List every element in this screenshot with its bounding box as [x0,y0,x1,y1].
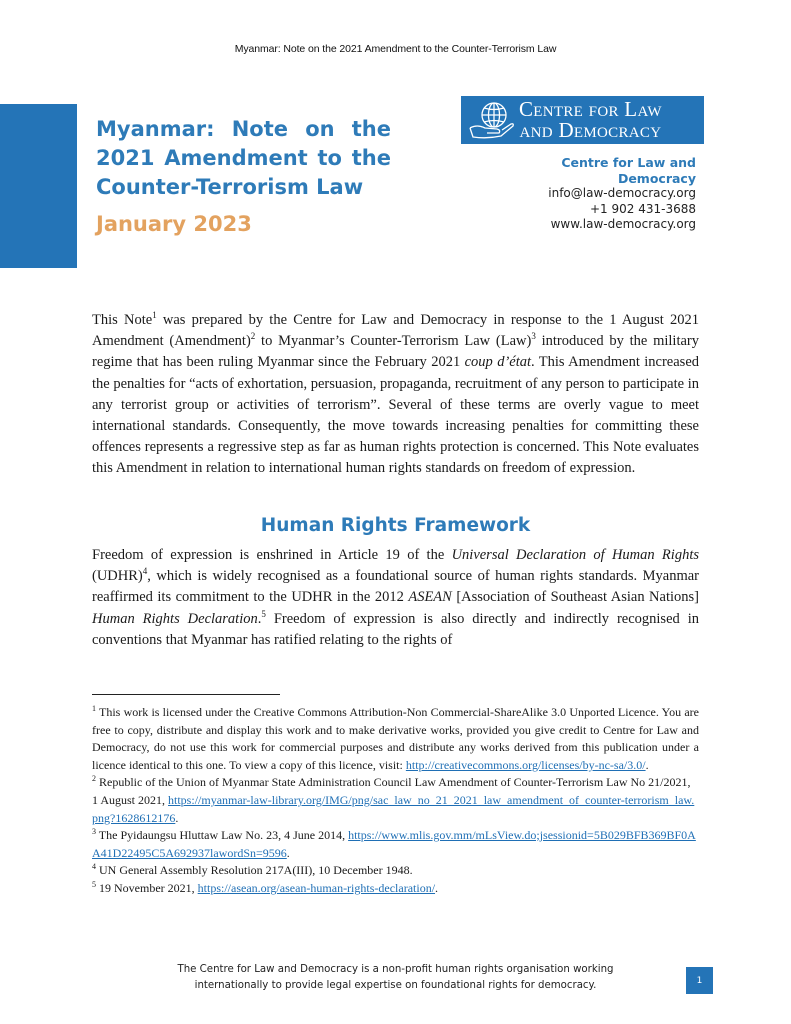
footnote-punct: . [645,757,649,772]
footnote-5 [92,880,699,898]
title-line-3: Counter-Terrorism Law [96,175,364,199]
intro-text: This Note [92,312,153,328]
footnote-text: The Pyidaungsu Hluttaw Law No. 23, 4 June 2014, [96,828,349,843]
contact-website[interactable]: www.law-democracy.org [550,217,696,231]
footnote-link[interactable]: http://creativecommons.org/licenses/by-nc-sa/3.0/ [405,757,646,772]
footnote-3 [92,827,699,862]
framework-italic: Human Rights Declaration [92,610,258,627]
footnote-punct: . [435,880,439,895]
footnote-text: 19 November 2021, [96,880,198,895]
framework-text: . [257,610,262,627]
title-line-1: Myanmar: Note on the [96,117,391,141]
contact-email[interactable]: info@law-democracy.org [548,186,696,200]
framework-text: , which is widely recognised as a foundational source of human rights standards. Myanmar reaffirmed its commitment to the UDHR in the 2012 [92,568,699,606]
footnote-text: Republic of the Union of Myanmar State Administration Council Law Amendment of Counter-Terrorism Law No 21/2021, 1 August 2021, [92,775,691,807]
footnote-ref-4[interactable]: 4 [142,566,148,577]
running-header: Myanmar: Note on the 2021 Amendment to the Counter-Terrorism Law [234,43,557,55]
footnote-ref-3[interactable]: 3 [531,331,536,342]
logo-text [519,99,662,141]
footnote-text: This work is licensed under the Creative Commons Attribution-Non Commercial-ShareAlike 3.0 Unported Licence. You are free to copy, distribute and display this work and to make derivative works, provided you give credit to Centre for Law and Democracy, do not use this work for commercial purposes and distribute any works derived from this publication under a licence identical to this one. To view a copy of this licence, visit: [92,705,699,772]
framework-text: (UDHR) [92,568,143,585]
intro-text: to Myanmar’s Counter-Terrorism Law (Law) [255,333,532,350]
framework-italic: ASEAN [408,589,452,606]
intro-text: . This Amendment increased the penalties for “acts of exhortation, persuasion, propaganda, recruitment of any person to participate in any terrorist group or activities of terrorism”. Several of these terms are overly vague to meet international standards. Consequently, the move towards increasing penalties for committing these offences represents a regressive step as far as human rights protection is concerned. This Note evaluates this Amendment in relation to international human rights standards on freedom of expression. [92,354,700,477]
footnote-number: 4 [92,862,96,872]
footnote-number: 2 [92,774,96,784]
contact-phone: +1 902 431-3688 [590,201,696,216]
footnote-separator [92,694,280,695]
footer-line-1: The Centre for Law and Democracy is a non-profit human rights organisation working [177,964,614,975]
document-title [96,115,391,202]
footnote-ref-2[interactable]: 2 [250,331,256,342]
globe-in-hand-icon [467,98,517,142]
framework-text: [Association of Southeast Asian Nations] [451,589,699,606]
footnote-link[interactable]: https://asean.org/asean-human-rights-declaration/ [197,880,436,895]
footnote-number: 5 [92,879,96,889]
footer-line-2: internationally to provide legal expertise on foundational rights for democracy. [194,980,597,991]
footnote-link[interactable]: https://www.mlis.gov.mm/mLsView.do;jsessionid=5B029BFB369BF0AA41D22495C5A692937lawordSn=9596 [92,828,696,860]
section-heading: Human Rights Framework [260,515,531,536]
footnote-ref-5[interactable]: 5 [261,608,266,619]
footnote-number: 1 [92,704,96,713]
contact-block [548,155,696,233]
logo-line-1: Centre for Law [519,97,662,121]
page-footer [0,962,791,994]
framework-text: Freedom of expression is also directly and indirectly recognised in conventions that Myanmar has ratified relating to the rights of [92,610,699,648]
intro-italic: coup d’état [464,354,532,371]
intro-text: was prepared by the Centre for Law and Democracy in response to the 1 August 2021 Amendment (Amendment) [92,312,699,350]
footnote-ref-1[interactable]: 1 [152,310,157,321]
framework-italic: Universal Declaration of Human Rights [451,547,699,563]
framework-text: Freedom of expression is enshrined in Article 19 of the [92,547,452,563]
intro-text: introduced by the military regime that has been ruling Myanmar since the February 2021 [92,333,700,371]
footnotes [92,704,699,898]
cld-logo [461,96,704,144]
intro-paragraph [92,310,699,480]
document-date: January 2023 [96,212,252,236]
footnote-link[interactable]: https://myanmar-law-library.org/IMG/png/sac_law_no_21_2021_law_amendment_of_counter-terrorism_law.png?1628612176 [92,792,695,825]
framework-paragraph [92,545,699,651]
footnote-2 [92,774,699,827]
footnote-4 [92,862,699,880]
footnote-punct: . [175,810,179,825]
contact-org-line-1: Centre for Law and [561,155,696,170]
footnote-number: 3 [92,827,96,837]
contact-org-line-2: Democracy [617,170,696,186]
page-number-badge: 1 [686,967,713,994]
footnote-1 [92,704,699,774]
side-color-block [0,104,77,268]
title-line-2: 2021 Amendment to the [96,146,391,170]
footnote-text: UN General Assembly Resolution 217A(III), 10 December 1948. [96,863,413,878]
footnote-punct: . [286,845,290,860]
logo-line-2: and Democracy [519,118,662,142]
